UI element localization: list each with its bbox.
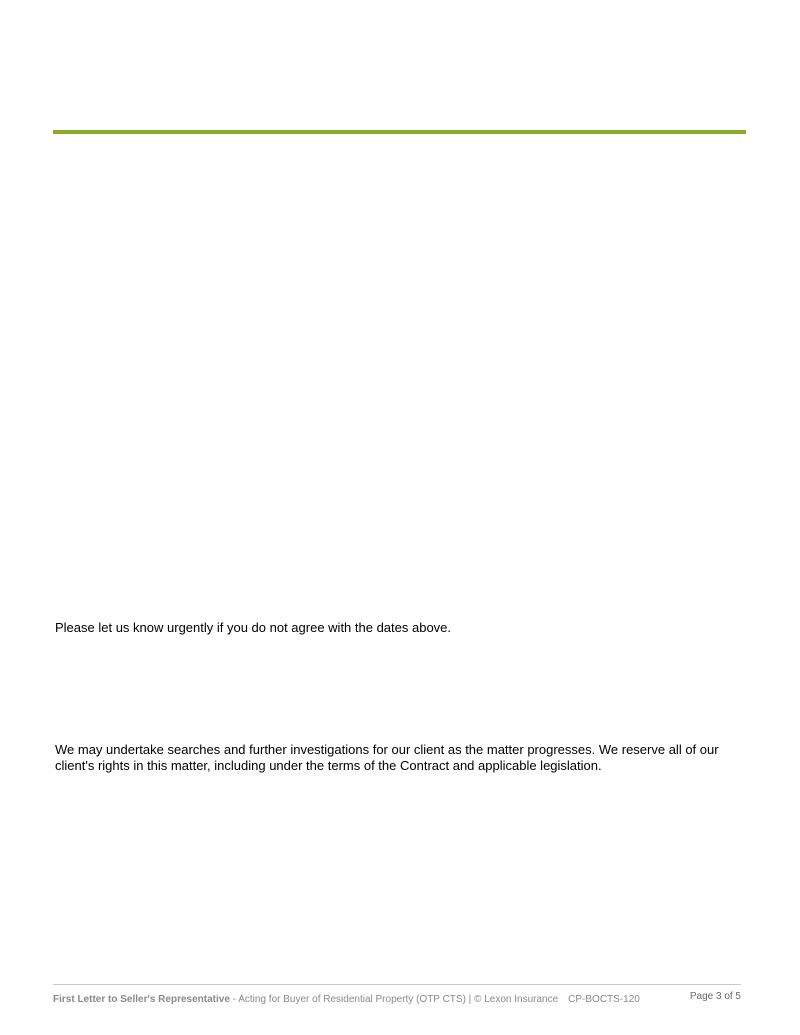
- page-number: Page 3 of 5: [689, 991, 741, 1002]
- footer-divider: [53, 984, 741, 985]
- footer-document-title: First Letter to Seller's Representative: [53, 994, 230, 1005]
- footer: [53, 993, 741, 1006]
- body-paragraph-dates: Please let us know urgently if you do not agree with the dates above.: [55, 620, 452, 635]
- header-divider: [53, 130, 746, 134]
- footer-document-code: CP-BOCTS-120: [568, 994, 640, 1005]
- body-paragraph-rights: We may undertake searches and further investigations for our client as the matter progresses. We reserve all of our client's rights in this matter, including under the terms of the Contract and applicable legislation.: [55, 742, 719, 773]
- footer-document-subtitle: - Acting for Buyer of Residential Property (OTP CTS) | © Lexon Insurance: [229, 994, 559, 1005]
